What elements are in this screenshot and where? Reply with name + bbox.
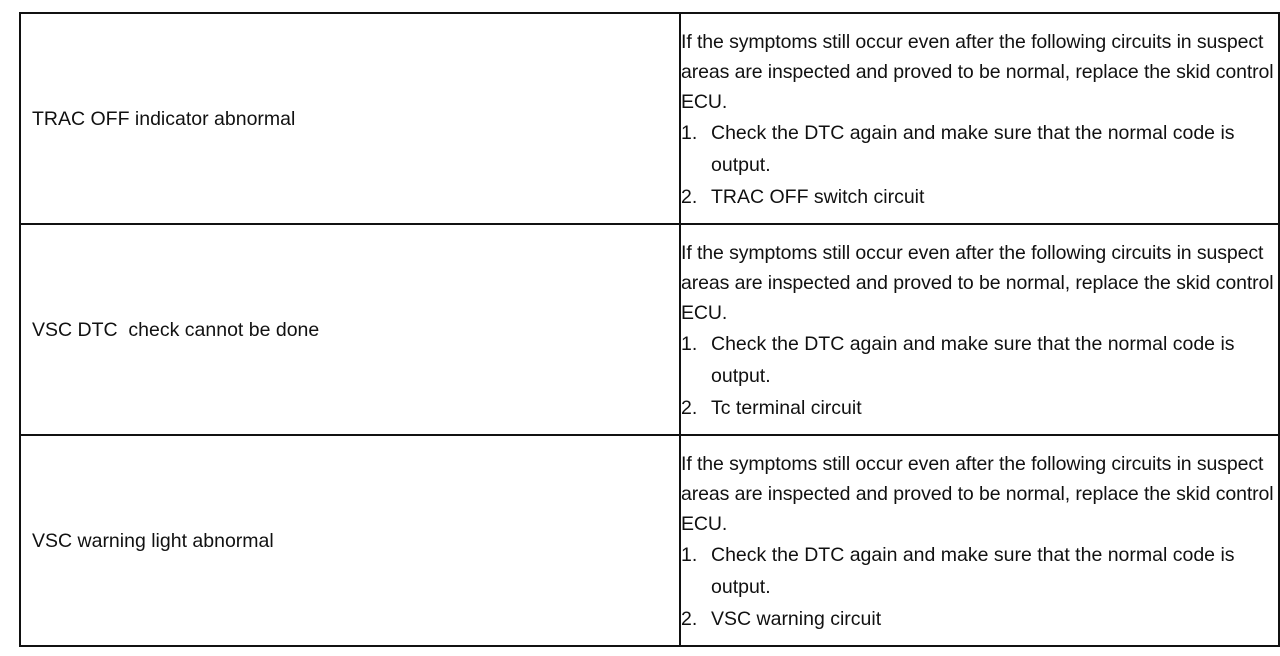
suspect-areas-cell [680,224,1279,435]
suspect-areas-list [681,539,1278,635]
list-item [681,392,1278,424]
suspect-areas-cell [680,13,1279,224]
suspect-areas-cell [680,435,1279,646]
step-number: 2. [681,185,698,208]
symptom-text: VSC warning light abnormal [32,529,274,552]
list-item [681,117,1278,181]
suspect-areas-list [681,328,1278,424]
step-text: Tc terminal circuit [711,396,862,419]
suspect-areas-intro: If the symptoms still occur even after the following circuits in suspect areas are inspected and proved to be normal, replace the skid control ECU. [681,241,1274,324]
suspect-areas-intro: If the symptoms still occur even after the following circuits in suspect areas are inspected and proved to be normal, replace the skid control ECU. [681,30,1274,113]
step-text: Check the DTC again and make sure that the normal code is output. [711,332,1235,387]
step-text: TRAC OFF switch circuit [711,185,925,208]
table-row [20,435,1279,646]
symptom-cell [20,13,680,224]
list-item [681,181,1278,213]
step-text: VSC warning circuit [711,607,882,630]
symptom-text: TRAC OFF indicator abnormal [32,107,296,130]
symptom-cell [20,435,680,646]
table-row [20,13,1279,224]
step-number: 2. [681,607,698,630]
step-text: Check the DTC again and make sure that the normal code is output. [711,543,1235,598]
list-item [681,539,1278,603]
table-row [20,224,1279,435]
list-item [681,603,1278,635]
step-number: 1. [681,332,698,355]
step-number: 1. [681,121,698,144]
symptom-text: VSC DTC check cannot be done [32,318,320,341]
list-item [681,328,1278,392]
symptom-cell [20,224,680,435]
step-number: 2. [681,396,698,419]
suspect-areas-list [681,117,1278,213]
step-number: 1. [681,543,698,566]
suspect-areas-intro: If the symptoms still occur even after the following circuits in suspect areas are inspected and proved to be normal, replace the skid control ECU. [681,452,1274,535]
diagnosis-table [19,12,1280,647]
step-text: Check the DTC again and make sure that the normal code is output. [711,121,1235,176]
